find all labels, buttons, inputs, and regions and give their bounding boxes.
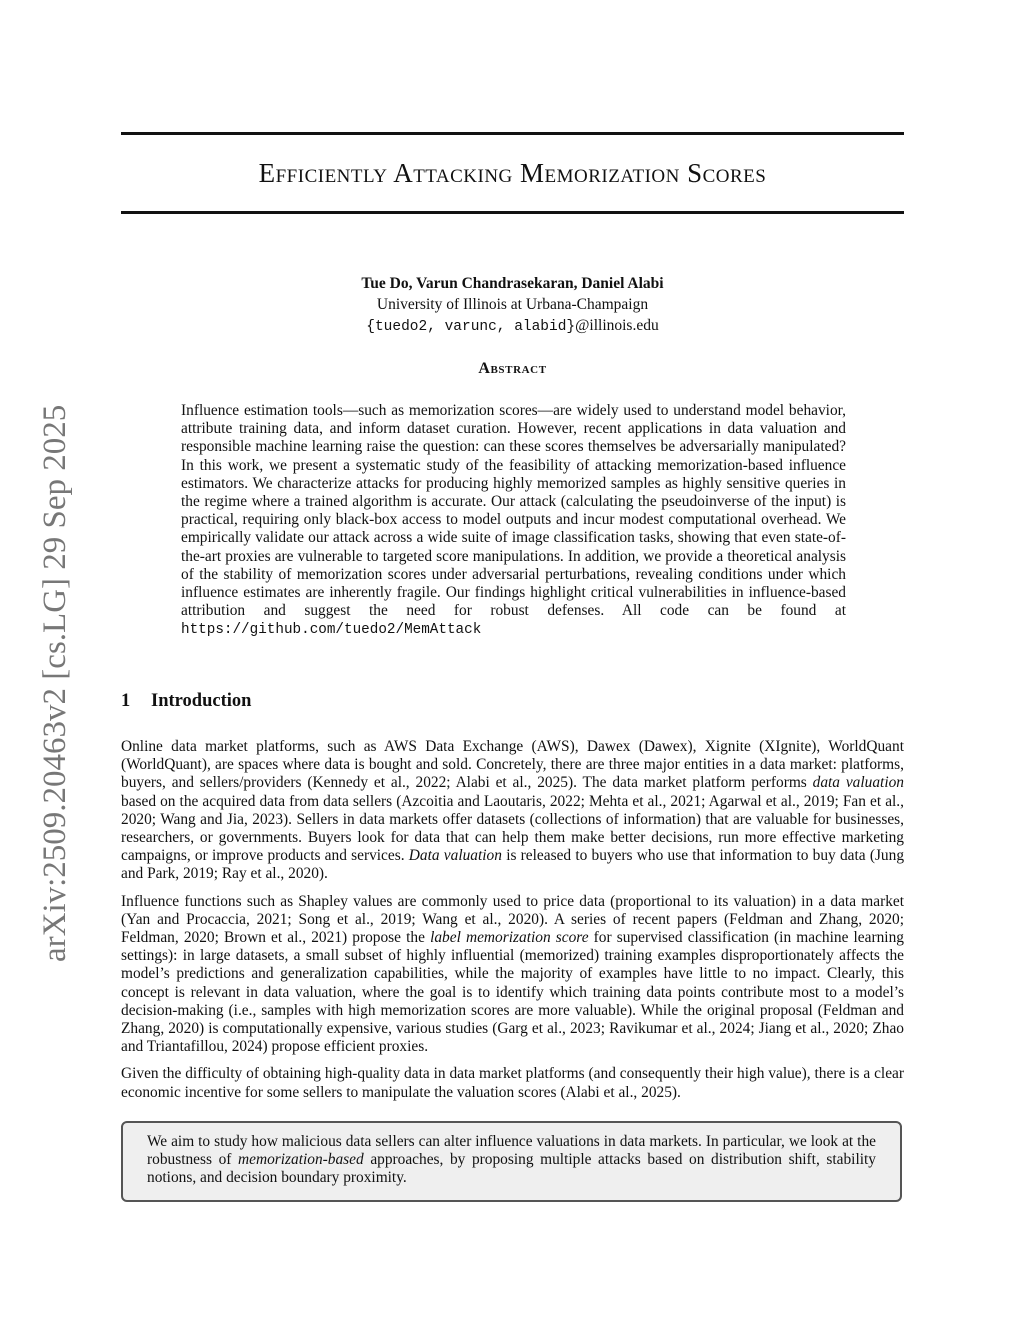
email-users: {tuedo2, varunc, alabid} xyxy=(366,319,576,335)
title-top-rule xyxy=(121,132,904,135)
text-span: is released to buyers who use that information to buy data (Jung and Park, 2019; Ray et al., 2020). xyxy=(121,847,905,883)
section-title: Introduction xyxy=(151,691,252,711)
paragraph xyxy=(121,738,904,884)
author-affiliation: University of Illinois at Urbana-Champaign xyxy=(376,296,649,313)
paragraph xyxy=(121,893,904,1057)
text-span: We aim to study how malicious data sellers can alter influence valuations in data markets. In particular, we look at the robustness of xyxy=(147,1133,876,1169)
paper-title: Efficiently Attacking Memorization Scores xyxy=(258,158,767,188)
text-span: for supervised classification (in machine learning settings): in large datasets, a small subset of highly influential (memorized) training examples disproportionately affects the model’s predictions and generalization capabilities, while the majority of examples have little to no impact. Clearly, this concept is relevant in data valuation, where the goal is to identify which training data points contribute most to a model’s decision-making (i.e., samples with high memorization scores are more valuable). While the original proposal (Feldman and Zhang, 2020) is computationally expensive, various studies (Garg et al., 2023; Ravikumar et al., 2024; Jiang et al., 2020; Zhao and Triantafillou, 2024) propose efficient proxies. xyxy=(121,929,904,1056)
title-bottom-rule xyxy=(121,211,904,214)
text-span: Online data market platforms, such as AWS Data Exchange (AWS), Dawex (Dawex), Xignite (XIgnite), WorldQuant (WorldQuant), are spaces where data is bought and sold. Concretely, there are three major entities in a data market: platforms, buyers, and sellers/providers (Kennedy et al., 2022; Alabi et al., 2025). The data market platform performs xyxy=(121,738,904,792)
emphasis: Data valuation xyxy=(408,847,502,865)
author-names: Tue Do, Varun Chandrasekaran, Daniel Alabi xyxy=(361,275,664,292)
paragraph: Given the difficulty of obtaining high-quality data in data market platforms (and consequently their high value), there is a clear economic incentive for some sellers to manipulate the valuation scores (Alabi et al., 2025). xyxy=(121,1065,904,1101)
callout-box xyxy=(121,1121,902,1202)
text-span: based on the acquired data from data sellers (Azcoitia and Laoutaris, 2022; Mehta et al., 2021; Agarwal et al., 2019; Fan et al., 2020; Wang and Jia, 2023). Sellers in data markets offer datasets (collections of information) that are valuable for businesses, researchers, or governments. Buyers look for data that can help them make better decisions, run more effective marketing campaigns, or improve products and services. xyxy=(121,792,904,865)
emphasis: memorization-based xyxy=(238,1151,364,1169)
emphasis: data valuation xyxy=(812,774,904,792)
author-block xyxy=(121,273,904,338)
author-email xyxy=(121,315,904,338)
email-domain: @illinois.edu xyxy=(575,317,659,334)
text-span: Influence functions such as Shapley values are commonly used to price data (proportional to its valuation) in a data market (Yan and Procaccia, 2021; Song et al., 2019; Wang et al., 2020). A series of recent papers (Feldman and Zhang, 2020; Feldman, 2020; Brown et al., 2021) propose the xyxy=(121,892,904,947)
abstract-body: Influence estimation tools—such as memorization scores—are widely used to understand model behavior, attribute training data, and inform dataset curation. However, recent applications in data valuation and responsible machine learning raise the question: can these scores themselves be adversarially manipulated? In this work, we present a systematic study of the feasibility of attacking memorization-based influence estimators. We characterize attacks for producing highly memorized samples as highly sensitive queries in the regime where a trained algorithm is accurate. Our attack (calculating the pseudoinverse of the input) is practical, requiring only black-box access to model outputs and incur modest computational overhead. We empirically validate our attack across a wide suite of image classification tasks, showing that even state-of-the-art proxies are vulnerable to targeted score manipulations. In addition, we provide a theoretical analysis of the stability of memorization scores under adversarial perturbations, revealing conditions under which influence estimates are inherently fragile. Our findings highlight critical vulnerabilities in influence-based attribution and suggest the need for robust defenses. All code can be found at xyxy=(181,402,846,620)
introduction-body xyxy=(121,738,904,1111)
abstract-text xyxy=(181,402,846,640)
section-heading xyxy=(121,691,251,712)
abstract-heading: Abstract xyxy=(478,360,547,377)
arxiv-identifier: arXiv:2509.20463v2 [cs.LG] 29 Sep 2025 xyxy=(37,404,73,962)
text-span: approaches, by proposing multiple attacks based on distribution shift, stability notions, and decision boundary proximity. xyxy=(147,1151,876,1187)
code-link[interactable]: https://github.com/tuedo2/MemAttack xyxy=(181,622,482,639)
emphasis: label memorization score xyxy=(430,929,589,947)
section-number: 1 xyxy=(121,691,131,711)
